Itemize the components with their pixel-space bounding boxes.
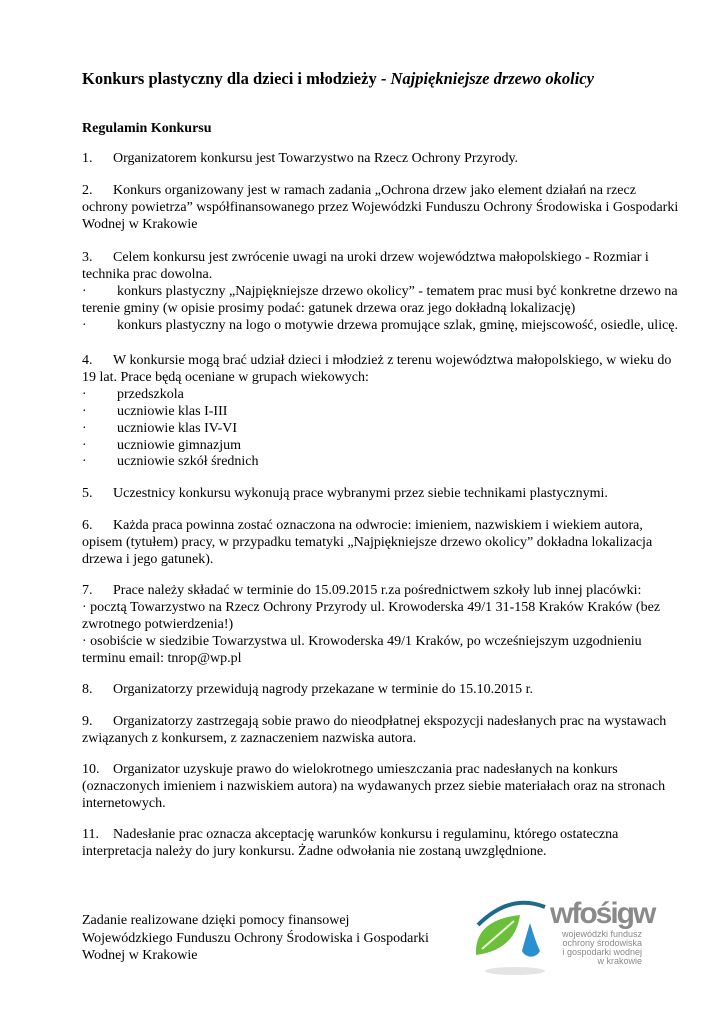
rule-text: internetowych.: [82, 796, 166, 811]
rule-number: 3.: [82, 250, 93, 265]
rule-text: Organizatorzy przewidują nagrody przekazane w terminie do 15.10.2015 r.: [113, 682, 533, 697]
rule-text: Uczestnicy konkursu wykonują prace wybranymi przez siebie technikami plastycznymi.: [113, 486, 608, 501]
rule-8: [82, 681, 533, 698]
rule-number: 2.: [82, 183, 93, 198]
bullet-icon: ·: [82, 284, 87, 299]
bullet-text: terenie gminy (w opisie prosimy podać: gatunek drzewa oraz jego dokładną lokalizację): [82, 301, 576, 316]
bullet-icon: ·: [82, 404, 87, 419]
bullet-item: [82, 420, 237, 437]
rule-text: Konkurs organizowany jest w ramach zadania „Ochrona drzew jako element działań na rzecz: [113, 183, 636, 198]
svg-text:wfośigw: wfośigw: [550, 897, 655, 930]
rule-text: zwrotnego potwierdzenia!): [82, 617, 234, 632]
bullet-item: [82, 403, 227, 420]
rule-7: [82, 582, 641, 599]
rule-10: [82, 761, 618, 778]
rule-text: Celem konkursu jest zwrócenie uwagi na uroki drzew województwa małopolskiego - Rozmiar i: [113, 250, 649, 265]
svg-text:i gospodarki wodnej: i gospodarki wodnej: [562, 947, 642, 957]
rule-number: 5.: [82, 486, 93, 501]
bullet-icon: ·: [82, 438, 87, 453]
bullet-text: uczniowie klas IV-VI: [117, 421, 238, 436]
rule-number: 10.: [82, 762, 100, 777]
rule-text: związanych z konkursem, z zaznaczeniem nazwiska autora.: [82, 731, 417, 746]
rule-text: Organizatorzy zastrzegają sobie prawo do nieodpłatnej ekspozycji nadesłanych prac na wystawach: [113, 714, 667, 729]
rule-number: 11.: [82, 827, 99, 842]
rule-9: [82, 713, 666, 730]
bullet-icon: ·: [82, 387, 87, 402]
bullet-icon: ·: [82, 318, 87, 333]
rule-3: [82, 249, 649, 266]
footer-text: Wojewódzkiego Funduszu Ochrony Środowiska i Gospodarki: [82, 931, 429, 946]
rule-2: [82, 182, 636, 199]
rule-text: Nadesłanie prac oznacza akceptację warunków konkursu i regulaminu, którego ostateczna: [113, 827, 619, 842]
rule-number: 8.: [82, 682, 93, 697]
bullet-item: [82, 317, 678, 334]
bullet-item: [82, 437, 241, 454]
rule-number: 7.: [82, 583, 93, 598]
svg-text:ochrony środowiska: ochrony środowiska: [562, 938, 642, 948]
rule-5: [82, 485, 608, 502]
svg-text:w krakowie: w krakowie: [597, 956, 642, 966]
svg-text:wojewódzki fundusz: wojewódzki fundusz: [561, 929, 642, 939]
footer-text: Wodnej w Krakowie: [82, 948, 198, 963]
rule-text: Organizatorem konkursu jest Towarzystwo na Rzecz Ochrony Przyrody.: [113, 151, 519, 166]
bullet-text: uczniowie gimnazjum: [117, 438, 242, 453]
rule-text: W konkursie mogą brać udział dzieci i młodzież z terenu województwa małopolskiego, w wieku do: [113, 353, 672, 368]
document-title: [82, 70, 594, 87]
bullet-icon: ·: [82, 421, 87, 436]
rule-text: Wodnej w Krakowie: [82, 217, 198, 232]
bullet-item: [82, 453, 259, 470]
rule-number: 6.: [82, 518, 93, 533]
rule-number: 4.: [82, 353, 93, 368]
rule-number: 1.: [82, 151, 93, 166]
rule-1: [82, 150, 518, 167]
rule-text: terminu email: tnrop@wp.pl: [82, 651, 242, 666]
bullet-text: konkurs plastyczny na logo o motywie drzewa promujące szlak, gminę, miejscowość, osiedle, ulicę.: [117, 318, 679, 333]
bullet-text: uczniowie klas I-III: [117, 404, 228, 419]
bullet-text: przedszkola: [117, 387, 184, 402]
rule-number: 9.: [82, 714, 93, 729]
rule-6: [82, 517, 643, 534]
rule-text: interpretacja należy do jury konkursu. Żadne odwołania nie zostaną uwzględnione.: [82, 844, 547, 859]
wfosigw-logo: [470, 885, 670, 980]
bullet-item: [82, 386, 184, 403]
rule-text: Prace należy składać w terminie do 15.09.2015 r.za pośrednictwem szkoły lub innej placówki:: [113, 583, 642, 598]
title-main: Konkurs plastyczny dla dzieci i młodzieży -: [82, 69, 391, 88]
rule-text: 19 lat. Prace będą oceniane w grupach wiekowych:: [82, 370, 369, 385]
bullet-icon: ·: [82, 454, 87, 469]
rule-text: · pocztą Towarzystwo na Rzecz Ochrony Przyrody ul. Krowoderska 49/1 31-158 Kraków Kraków (bez: [82, 600, 661, 615]
bullet-text: uczniowie szkół średnich: [117, 454, 259, 469]
bullet-item: [82, 283, 678, 300]
leaf-drop-icon: [470, 885, 670, 980]
rule-text: Każda praca powinna zostać oznaczona na odwrocie: imieniem, nazwiskiem i wiekiem autora,: [113, 518, 643, 533]
rule-11: [82, 826, 618, 843]
rule-text: opisem (tytułem) pracy, w przypadku tematyki „Najpiękniejsze drzewo okolicy” dokładna lokalizacja: [82, 535, 653, 550]
bullet-text: konkurs plastyczny „Najpiękniejsze drzewo okolicy” - tematem prac musi być konkretne drzewo na: [117, 284, 678, 299]
rule-text: · osobiście w siedzibie Towarzystwa ul. Krowoderska 49/1 Kraków, po wcześniejszym uzgodnieniu: [82, 634, 642, 649]
rule-text: technika prac dowolna.: [82, 267, 213, 282]
rule-text: drzewa i jego gatunek).: [82, 552, 214, 567]
rule-text: (oznaczonych imieniem i nazwiskiem autora) na wydawanych przez siebie materiałach oraz na stronach: [82, 779, 666, 794]
title-italic: Najpiękniejsze drzewo okolicy: [390, 69, 594, 88]
section-heading: Regulamin Konkursu: [82, 121, 212, 136]
rule-text: ochrony powietrza” współfinansowanego przez Wojewódzki Funduszu Ochrony Środowiska i Gospodarki: [82, 200, 679, 215]
footer-text: Zadanie realizowane dzięki pomocy finansowej: [82, 913, 350, 928]
rule-text: Organizator uzyskuje prawo do wielokrotnego umieszczania prac nadesłanych na konkurs: [113, 762, 618, 777]
rule-4: [82, 352, 671, 369]
